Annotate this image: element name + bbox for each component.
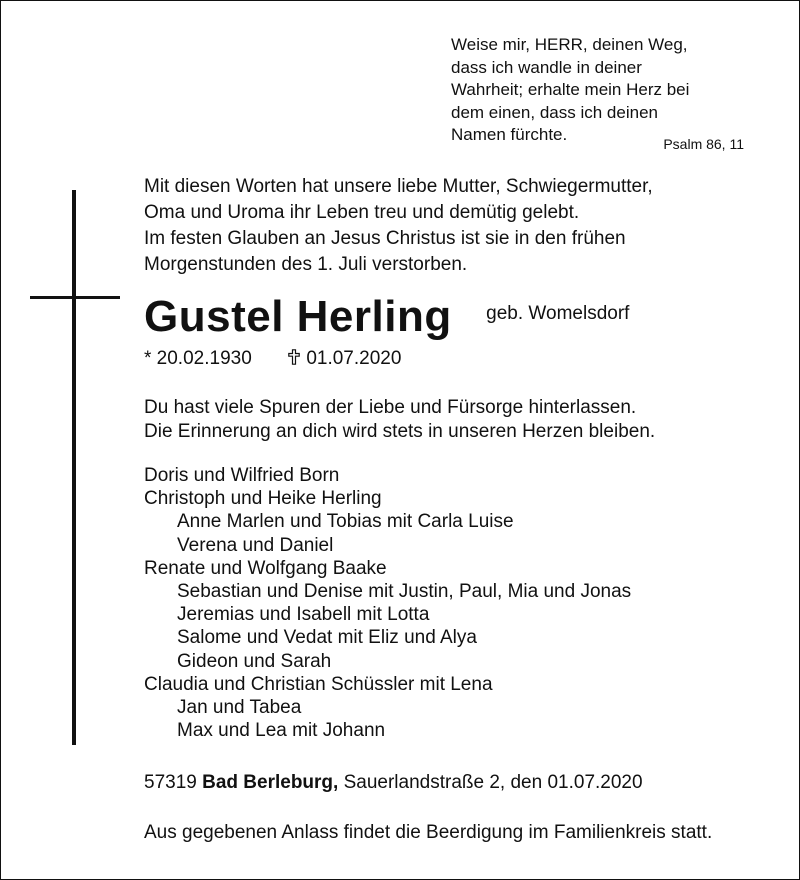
birth-date: * 20.02.1930	[144, 348, 252, 369]
verse-line: Wahrheit; erhalte mein Herz bei	[451, 80, 690, 99]
death-date: 01.07.2020	[306, 348, 402, 369]
mourner-entry: Max und Lea mit Johann	[177, 720, 386, 742]
verse-line: Weise mir, HERR, deinen Weg,	[451, 35, 688, 54]
city: Bad Berleburg,	[202, 772, 339, 793]
postcode: 57319	[144, 772, 197, 793]
bible-verse	[451, 34, 751, 147]
intro-line: Im festen Glauben an Jesus Christus ist sie in den frühen	[144, 228, 626, 249]
life-dates	[144, 348, 401, 370]
cross-icon-horizontal	[30, 296, 120, 299]
verse-line: dem einen, dass ich deinen	[451, 102, 658, 122]
intro-line: Oma und Uroma ihr Leben treu und demütig gelebt.	[144, 202, 580, 223]
funeral-note: Aus gegebenen Anlass findet die Beerdigung im Familienkreis statt.	[144, 822, 713, 843]
mourners-list	[144, 464, 631, 742]
mourner-entry: Sebastian und Denise mit Justin, Paul, Mia und Jonas	[177, 581, 632, 603]
maiden-name: geb. Womelsdorf	[486, 303, 630, 324]
cross-icon-vertical	[72, 190, 76, 745]
verse-reference: Psalm 86, 11	[663, 136, 744, 152]
mourner-entry: Jeremias und Isabell mit Lotta	[177, 604, 430, 626]
verse-line: dass ich wandle in deiner	[451, 57, 642, 77]
mourner-entry: Gideon und Sarah	[177, 650, 332, 672]
intro-line: Morgenstunden des 1. Juli verstorben.	[144, 254, 468, 275]
quote-line: Du hast viele Spuren der Liebe und Fürsorge hinterlassen.	[144, 397, 637, 418]
intro-text	[144, 174, 784, 278]
quote-line: Die Erinnerung an dich wird stets in unseren Herzen bleiben.	[144, 421, 656, 442]
mourner-entry: Salome und Vedat mit Eliz und Alya	[177, 627, 477, 649]
mourner-entry: Claudia und Christian Schüssler mit Lena	[144, 673, 493, 695]
mourner-entry: Verena und Daniel	[177, 534, 334, 556]
mourner-entry: Christoph und Heike Herling	[144, 488, 382, 510]
mourner-entry: Renate und Wolfgang Baake	[144, 557, 387, 579]
address-line	[144, 772, 643, 794]
mourner-entry: Doris und Wilfried Born	[144, 465, 340, 486]
intro-line: Mit diesen Worten hat unsere liebe Mutter, Schwiegermutter,	[144, 176, 653, 197]
deceased-name: Gustel Herling	[144, 292, 452, 341]
mourner-entry: Anne Marlen und Tobias mit Carla Luise	[177, 511, 514, 533]
death-cross-icon	[288, 349, 300, 365]
mourner-entry: Jan und Tabea	[177, 697, 302, 719]
street-and-date: Sauerlandstraße 2, den 01.07.2020	[343, 772, 643, 793]
verse-line: Namen fürchte.	[451, 125, 568, 144]
deceased-name-row	[144, 292, 784, 342]
memorial-quote	[144, 396, 655, 444]
